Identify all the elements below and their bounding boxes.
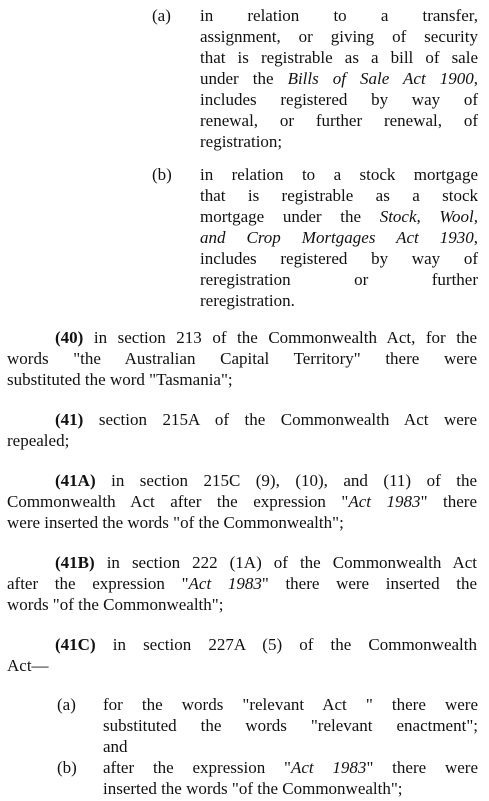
text-line (200, 68, 478, 89)
text-line (200, 227, 478, 248)
line-text: Act— (7, 656, 49, 675)
line-text: inserted the words "of the Commonwealth"; (103, 779, 403, 798)
line-text: reregistration. (200, 291, 295, 310)
text-line (103, 736, 478, 757)
paragraph-number: (40) (55, 328, 84, 347)
text-line (7, 552, 477, 573)
line-text: that is registrable as a stock (200, 186, 478, 205)
line-text: words "the Australian Capital Territory" there were (7, 349, 477, 368)
text-line (200, 110, 478, 131)
line-text: " there were (366, 758, 478, 777)
paragraph-41a (7, 470, 477, 533)
paragraph-41b (7, 552, 477, 615)
line-text: that is registrable as a bill of sale (200, 48, 478, 67)
text-line (7, 470, 477, 491)
line-text: and (103, 737, 128, 756)
act-citation: Act 1983 (188, 574, 262, 593)
paragraph-number: (41C) (55, 635, 96, 654)
line-text: assignment, or giving of security (200, 27, 478, 46)
text-line (200, 89, 478, 110)
text-line (7, 634, 477, 655)
subparagraph-text (103, 757, 478, 799)
line-text: section 215A of the Commonwealth Act were (83, 410, 477, 429)
text-line (7, 348, 477, 369)
paragraph-number: (41B) (55, 553, 95, 572)
subparagraph-label: (b) (152, 165, 172, 184)
text-line (7, 409, 477, 430)
subparagraph-label: (b) (57, 758, 77, 777)
line-text: includes registered by way of (200, 249, 478, 268)
text-line (7, 573, 477, 594)
text-line (7, 369, 477, 390)
paragraph-41c (7, 634, 477, 676)
line-text: mortgage under the (200, 207, 380, 226)
line-text: after the expression " (7, 574, 189, 593)
line-text: under the (200, 69, 288, 88)
line-text: words "of the Commonwealth"; (7, 595, 224, 614)
text-line (200, 206, 478, 227)
line-text: for the words "relevant Act " there were (103, 695, 478, 714)
line-text: in section 215C (9), (10), and (11) of the (95, 471, 477, 490)
line-text: substituted the words "relevant enactment"; (103, 716, 478, 735)
line-text: in section 222 (1A) of the Commonwealth Act (94, 553, 477, 572)
line-text: includes registered by way of (200, 90, 478, 109)
line-text: in relation to a stock mortgage (200, 165, 478, 184)
line-text: in relation to a transfer, (200, 6, 478, 25)
paragraph-40 (7, 327, 477, 390)
line-text: renewal, or further renewal, of (200, 111, 478, 130)
text-line (200, 185, 478, 206)
line-text: " there (420, 492, 477, 511)
text-line (103, 757, 478, 778)
text-line (200, 164, 478, 185)
line-text: repealed; (7, 431, 70, 450)
text-line (103, 694, 478, 715)
text-line (7, 491, 477, 512)
line-text: reregistration or further (200, 270, 478, 289)
line-text: , (473, 69, 478, 88)
text-line (200, 26, 478, 47)
text-line (200, 131, 478, 152)
act-citation: Act 1983 (348, 492, 421, 511)
text-line (200, 290, 478, 311)
line-text: Commonwealth Act after the expression " (7, 492, 349, 511)
subparagraph-label: (a) (152, 6, 171, 25)
text-line (7, 430, 477, 451)
subparagraph-b-stock-mortgage (152, 164, 478, 314)
text-line (103, 715, 478, 736)
line-text: substituted the word "Tasmania"; (7, 370, 233, 389)
act-citation: Bills of Sale Act 1900 (287, 69, 474, 88)
line-text: , (473, 228, 478, 247)
text-line (200, 47, 478, 68)
text-line (200, 248, 478, 269)
text-line (103, 778, 478, 799)
paragraph-41 (7, 409, 477, 451)
subparagraph-b-act-1983 (57, 757, 478, 801)
text-line (200, 269, 478, 290)
line-text: in section 213 of the Commonwealth Act, for the (83, 328, 477, 347)
act-citation: and Crop Mortgages Act 1930 (200, 228, 474, 247)
subparagraph-text (200, 5, 478, 152)
text-line (200, 5, 478, 26)
text-line (7, 655, 477, 676)
paragraph-number: (41) (55, 410, 84, 429)
paragraph-number: (41A) (55, 471, 96, 490)
text-line (7, 327, 477, 348)
act-citation: Act 1983 (290, 758, 367, 777)
line-text: " there were inserted the (261, 574, 477, 593)
line-text: were inserted the words "of the Commonwealth"; (7, 513, 344, 532)
subparagraph-text (103, 694, 478, 757)
act-citation: Stock, Wool, (379, 207, 478, 226)
text-line (7, 512, 477, 533)
subparagraph-a-relevant-act (57, 694, 478, 760)
subparagraph-a-transfer (152, 5, 478, 155)
subparagraph-label: (a) (57, 695, 76, 714)
text-line (7, 594, 477, 615)
line-text: after the expression " (103, 758, 291, 777)
subparagraph-text (200, 164, 478, 311)
line-text: registration; (200, 132, 283, 151)
line-text: in section 227A (5) of the Commonwealth (95, 635, 477, 654)
